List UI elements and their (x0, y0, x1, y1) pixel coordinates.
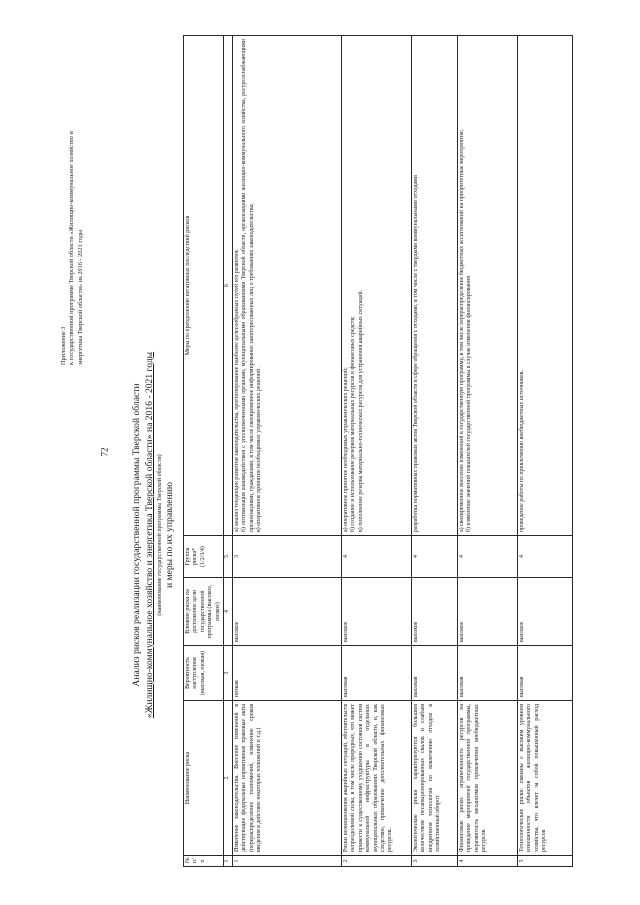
program-name-caption: (наименование государственной программы Тверской области) (157, 454, 163, 616)
risk-impact: высокое (458, 578, 518, 646)
risk-probability: высокая (412, 646, 458, 701)
row-number: 1 (233, 856, 342, 867)
risk-name: Изменение законодательства. Внесение изменений в действующие федеральные нормативные правовые акты (перераспределение полномочий, изменение сроков введения в действие некоторых положений и т.д.) (233, 701, 342, 856)
measure-item: проведение работы по привлечению внебюджетных источников. (519, 370, 526, 532)
measure-item: а) анализ тенденции развития законодательства, прогнозирование наиболее целесообразных путей его развития; (234, 249, 241, 532)
row-number: 3 (412, 856, 458, 867)
risk-impact: высокое (233, 578, 342, 646)
page-number: 72 (99, 447, 110, 457)
risk-probability: низкая (233, 646, 342, 701)
risk-group: 4 (342, 536, 412, 578)
risk-probability: высокая (342, 646, 412, 701)
risk-group: 4 (518, 536, 573, 578)
risk-measures (518, 36, 573, 536)
measure-item: разработка нормативных правовых актов Тверской области в сфере обращения с отходами, в том числе с твердыми коммунальными отходами (413, 175, 420, 532)
annex-line-1: Приложение 3 (60, 326, 67, 365)
header-impact: Влияние риска на достижение цели государственной программы (высокое, низкое) (184, 578, 224, 646)
annex-caption (60, 65, 85, 365)
risk-probability: высокая (518, 646, 573, 701)
row-number: 4 (458, 856, 518, 867)
column-index: 4 (224, 578, 233, 646)
measure-item: в) оперативное принятие необходимых управленческих решений. (256, 367, 263, 532)
risk-name: Финансовые риски: ограниченность ресурсов на проведение мероприятий государственной программы, неразвитость механизмов привлечения внебюджетных ресурсов (458, 701, 518, 856)
row-number: 5 (518, 856, 573, 867)
header-risk-group: Группа риска* (1/2/3/4) (184, 536, 224, 578)
table-row (518, 36, 573, 867)
table-row (233, 36, 342, 867)
document-title: Анализ рисков реализации государственной программы Тверской области (131, 383, 142, 687)
document-subtitle: и меры по их управлению (164, 481, 175, 589)
risk-impact: высокое (412, 578, 458, 646)
measure-item: б) создание и использование резервов материальных ресурсов и финансовых средств; (350, 316, 357, 532)
risk-name: Экологические риски характеризуются большим количеством несанкционированных свалок и слабым внедрением технологии по вовлечению отходов в хозяйственный оборот (412, 701, 458, 856)
column-index-row (224, 36, 233, 867)
measure-item: а) своевременное внесение изменений в государственную программу, в том числе перераспределение бюджетных ассигнований на приоритетные мероприятия; (459, 129, 466, 532)
risk-name: Технологические риски: связаны с высоким уровнем изношенности объектов жилищно-коммунального хозяйства, что влечет за собой повышенный расход ресурсов (518, 701, 573, 856)
risk-measures (342, 36, 412, 536)
document-title-block (131, 265, 177, 805)
risk-table (183, 35, 573, 867)
measure-item: б) изменение значений показателей государственной программы в случае изменения финансирования (466, 276, 473, 532)
risk-measures (233, 36, 342, 536)
header-measures: Меры по преодолению негативных последствий рисков (184, 36, 224, 536)
risk-impact: высокое (342, 578, 412, 646)
column-index: 6 (224, 36, 233, 536)
header-number: № п/п (184, 856, 224, 867)
risk-group: 4 (458, 536, 518, 578)
table-row (458, 36, 518, 867)
annex-line-3: энергетика Тверской области» на 2016 - 2021 годы (76, 229, 84, 365)
risk-group: 3 (233, 536, 342, 578)
table-row (412, 36, 458, 867)
measure-item: в) пополнение резерва материально-технических ресурсов для устранения аварийных ситуаций. (357, 289, 364, 532)
table-header-row (184, 36, 224, 867)
column-index: 5 (224, 536, 233, 578)
column-index: 3 (224, 646, 233, 701)
measure-item: б) оптимизация взаимодействия с уполномоченными органами, муниципальными образованиями Тверской области, организациями жилищно-коммунального хозяйства, ресурсоснабжающими организациями, гражданами, в том числе своевременное информирование заинтересованных лиц о требованиях законодательства; (241, 39, 255, 532)
table-row (342, 36, 412, 867)
measure-item: а) оперативное принятие необходимых управленческих решений; (343, 367, 350, 532)
risk-measures (412, 36, 458, 536)
risk-group: 4 (412, 536, 458, 578)
header-risk-name: Наименование риска (184, 701, 224, 856)
risk-probability: высокая (458, 646, 518, 701)
risk-measures (458, 36, 518, 536)
risk-name: Риски возникновения аварийных ситуаций, обстоятельств непреодолимой силы, в том числе природных, что может привести к существенному ухудшению состояния систем коммунальной инфраструктуры в отдельных муниципальных образованиях Тверской области, и, как следствие, привлечение дополнительных финансовых ресурсов. (342, 701, 412, 856)
column-index: 2 (224, 701, 233, 856)
column-index: 1 (224, 856, 233, 867)
annex-line-2: к государственной программе Тверской области «Жилищно-коммунальное хозяйство и (68, 131, 76, 365)
program-name: «Жилищно-коммунальное хозяйство и энергетика Тверской области» на 2016 - 2021 годы (143, 351, 155, 719)
row-number: 2 (342, 856, 412, 867)
header-probability: Вероятность наступления (высокая, низкая) (184, 646, 224, 701)
risk-impact: высокое (518, 578, 573, 646)
